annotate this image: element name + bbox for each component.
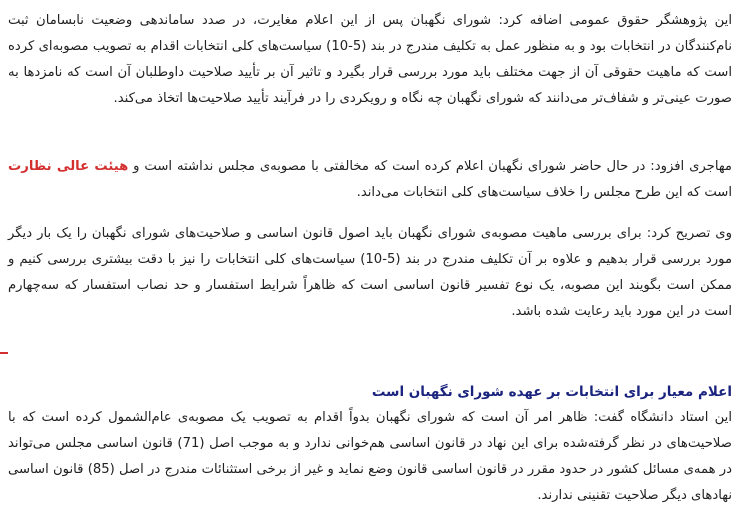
paragraph-2-text-after: است که این طرح مجلس را خلاف سیاست‌های کلی انتخابات می‌داند. [356,185,732,200]
supreme-supervision-board-link[interactable]: هیئت عالی نظارت [8,159,129,174]
paragraph-2 [8,154,732,206]
section-marker [0,352,8,354]
section-heading: اعلام معیار برای انتخابات بر عهده شورای نگهبان است [371,384,732,400]
paragraph-3: وی تصریح کرد: برای بررسی ماهیت مصوبه‌ی شورای نگهبان باید اصول قانون اساسی و صلاحیت‌های شورای نگهبان را یک بار دیگر مورد بررسی قرار بدهیم و علاوه بر آن تکلیف مندرج در بند (5-10) سیاست‌های کلی انتخابات را نیز با دقت بیشتری بررسی کنیم و ممکن است بگویند این مصوبه، یک نوع تفسیر قانون اساسی است که ظاهراً شرایط استفسار و حد نصاب استفسار که سه‌چهارم است در این مورد باید رعایت شده باشد. [8,226,733,319]
paragraph-2-text-before: مهاجری افزود: در حال حاضر شورای نگهبان اعلام کرده است که مخالفتی با مصوبه‌ی مجلس نداشته است و [128,159,732,174]
paragraph-4: این استاد دانشگاه گفت: ظاهر امر آن است که شورای نگهبان بدواً اقدام به تصویب یک مصوبه‌ی عام‌الشمول کرده است که با صلاحیت‌های در نظر گرفته‌شده برای این نهاد در قانون اساسی هم‌خوانی ندارد و به موجب اصل (71) قانون اساسی مجلس می‌تواند در همه‌ی مسائل کشور در حدود مقرر در قانون اساسی قانون وضع نماید و غیر از برخی استثنائات مندرج در اصل (85) قانون اساسی نهادهای دیگر صلاحیت تقنینی ندارند. [8,410,732,503]
paragraph-1: این پژوهشگر حقوق عمومی اضافه کرد: شورای نگهبان پس از این اعلام مغایرت، در صدد ساماندهی وضعیت نابسامان ثبت نام‌کنندگان در انتخابات بود و به منظور عمل به تکلیف مندرج در بند (5-10) سیاست‌های کلی انتخابات اقدام به تصویب مصوبه‌ای کرده است که ماهیت حقوقی آن از جهت مختلف باید مورد بررسی قرار بگیرد و تاثیر آن بر تأیید صلاحیت داوطلبان آن است که نامزدها به صورت عینی‌تر و شفاف‌تر می‌دانند که شورای نگهبان چه نگاه و رویکردی را در فرآیند تأیید صلاحیت‌ها اتخاذ می‌کند. [8,13,732,106]
